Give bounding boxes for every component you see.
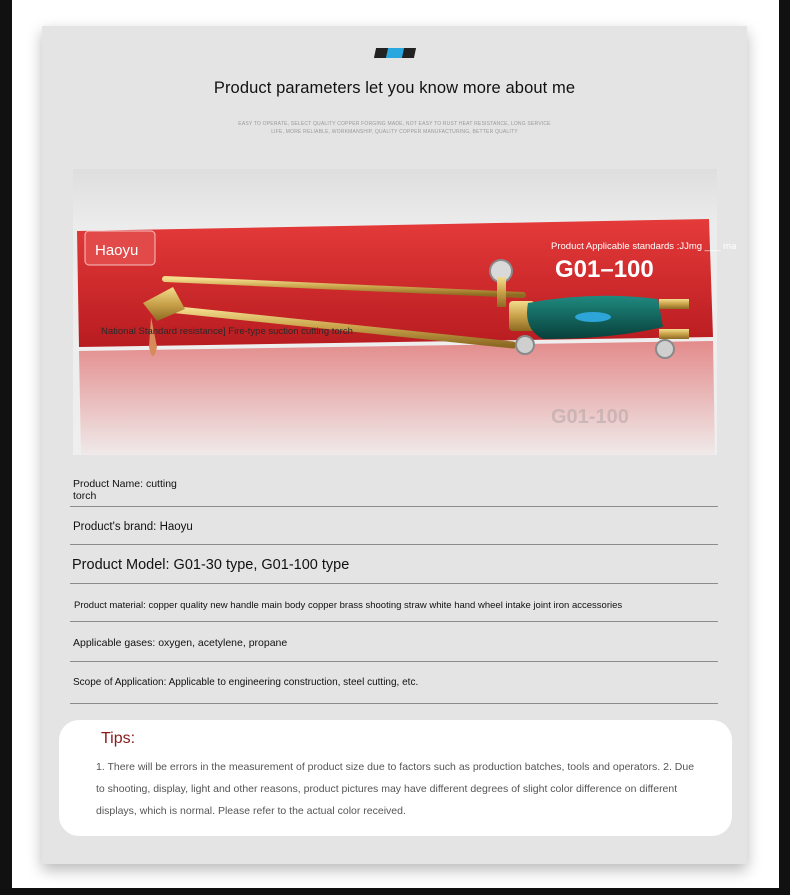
spec-gases: Applicable gases: oxygen, acetylene, propane (73, 637, 288, 649)
spec-row-model (70, 545, 718, 584)
spec-material: Product material: copper quality new handle main body copper brass shooting straw white hand wheel intake joint iron accessories (74, 600, 623, 611)
spec-model: Product Model: G01-30 type, G01-100 type (72, 557, 350, 573)
product-photo (73, 169, 737, 455)
tips-box (59, 720, 732, 836)
spec-brand: Product's brand: Haoyu (73, 521, 193, 533)
photo-caption-standard: National Standard resistance] Fire-type suction cutting torch (101, 326, 353, 337)
product-parameters-card (42, 26, 747, 864)
spec-row-gases (70, 622, 718, 662)
box-reflection (79, 341, 715, 455)
spec-product-name: Product Name: cutting torch (73, 478, 177, 502)
section-heading: Product parameters let you know more about me (213, 79, 576, 97)
accent-bar (374, 48, 416, 58)
box-model-text: G01–100 (555, 256, 654, 283)
spec-scope: Scope of Application: Applicable to engineering construction, steel cutting, etc. (73, 677, 419, 688)
box-reflection-text: G01-100 (551, 406, 629, 428)
spec-row-brand (70, 507, 718, 545)
photo-caption-applicable-standards: Product Applicable standards :JJmg ___ ma (551, 241, 737, 252)
cutting-torch-illustration (73, 169, 717, 455)
spec-row-product-name (70, 477, 718, 507)
spec-row-material (70, 584, 718, 622)
tips-title: Tips: (101, 730, 136, 747)
section-subtitle: EASY TO OPERATE, SELECT QUALITY COPPER FORGING MADE, NOT EASY TO RUST HEAT RESISTANCE, LONG SERVICE LIFE, MORE RELIABLE, WORKMANSHIP, QUALITY COPPER MANUFACTURING, BETTER QUALITY (238, 121, 551, 135)
page (12, 0, 779, 888)
acetylene-valve (516, 336, 534, 354)
brand-logo: Haoyu (95, 242, 139, 259)
tips-body: 1. There will be errors in the measurement of product size due to factors such as production batches, tools and operators. 2. Due to shooting, display, light and other reasons, product pictures may have different degrees of slight color difference on different displays, which is normal. Please refer to the actual color received. (96, 761, 695, 817)
spec-row-scope (70, 662, 718, 704)
